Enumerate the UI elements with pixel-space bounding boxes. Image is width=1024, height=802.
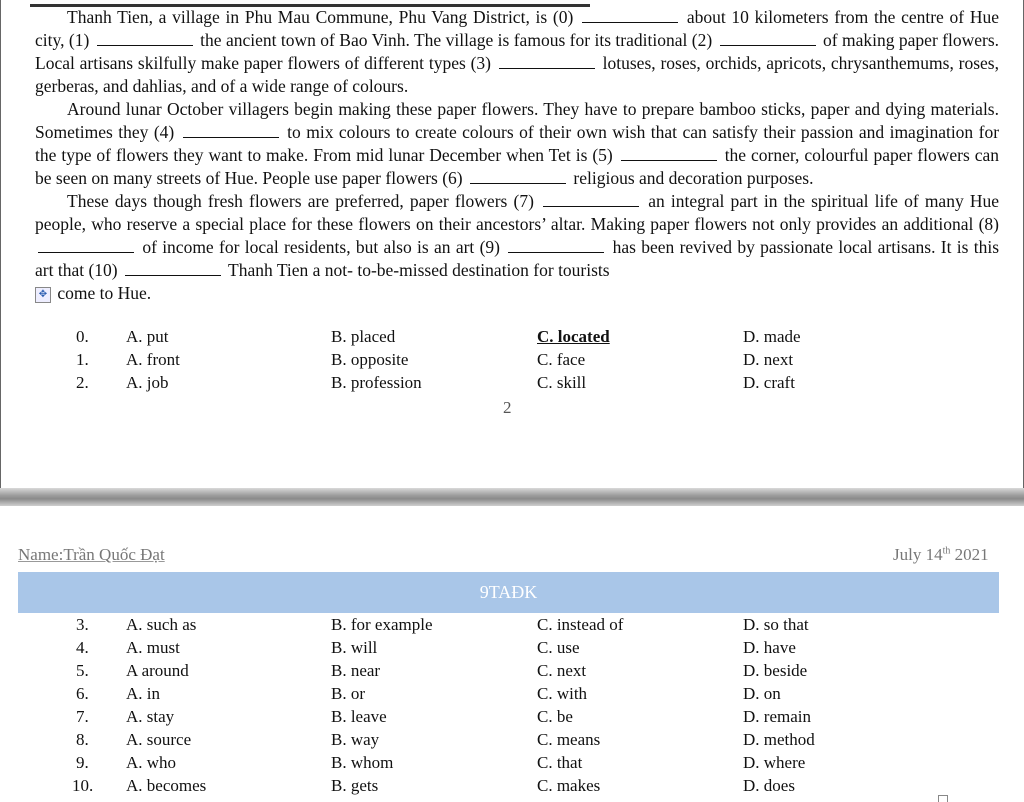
option-c: C. with — [537, 684, 588, 703]
option-d: D. next — [743, 350, 794, 369]
passage-text: Thanh Tien a not- to-be-missed destination for tourists — [228, 260, 610, 280]
blank-6[interactable] — [470, 170, 566, 184]
option-d: D. where — [743, 753, 806, 772]
passage-text: to mix colours to create colours of their own wish that can satisfy their passion and imagination for the type of flowers they want to make. From mid lunar December when Tet is (5) — [35, 122, 1000, 165]
blank-0[interactable] — [582, 9, 678, 23]
blank-2[interactable] — [720, 32, 816, 46]
option-c: C. next — [537, 661, 587, 680]
option-a: A. must — [126, 638, 180, 657]
page-edge — [0, 0, 1, 488]
passage-text: These days though fresh flowers are preferred, paper flowers (7) — [67, 191, 534, 211]
option-b: B. opposite — [331, 350, 409, 369]
page-corner-mark — [938, 795, 948, 802]
question-number: 3. — [76, 615, 89, 634]
question-number: 7. — [76, 707, 89, 726]
blank-1[interactable] — [97, 32, 193, 46]
date-text: July 14 — [893, 545, 943, 564]
option-row — [0, 615, 1024, 638]
blank-3[interactable] — [499, 55, 595, 69]
option-a: A. job — [126, 373, 169, 392]
option-d: D. made — [743, 327, 801, 346]
passage-text: come to Hue. — [57, 283, 152, 303]
option-d: D. on — [743, 684, 781, 703]
option-a: A. who — [126, 753, 177, 772]
option-a: A. in — [126, 684, 160, 703]
option-b: B. gets — [331, 776, 379, 795]
option-c: C. skill — [537, 373, 587, 392]
blank-7[interactable] — [543, 193, 639, 207]
question-number: 4. — [76, 638, 89, 657]
passage-paragraph-1 — [35, 6, 999, 98]
blank-8[interactable] — [38, 239, 134, 253]
option-b: B. for example — [331, 615, 433, 634]
option-c: C. makes — [537, 776, 601, 795]
question-number: 1. — [76, 350, 89, 369]
question-number: 0. — [76, 327, 89, 346]
question-number: 10. — [72, 776, 94, 795]
option-c-answer: C. located — [537, 327, 610, 346]
option-row — [0, 638, 1024, 661]
option-d: D. method — [743, 730, 815, 749]
option-a: A. becomes — [126, 776, 207, 795]
header-date — [893, 545, 989, 565]
passage-paragraph-3 — [35, 190, 999, 282]
option-d: D. remain — [743, 707, 811, 726]
passage-text: of making paper flowers. Local artisans skilfully make paper flowers of different types (3) — [35, 30, 1000, 73]
question-number: 6. — [76, 684, 89, 703]
option-a: A. put — [126, 327, 169, 346]
passage-text: lotuses, roses, orchids, apricots, chrysanthemums, roses, gerberas, and dahlias, and of a wide range of colours. — [35, 53, 999, 96]
question-number: 5. — [76, 661, 89, 680]
option-row — [0, 684, 1024, 707]
option-b: B. way — [331, 730, 380, 749]
blank-9[interactable] — [508, 239, 604, 253]
option-d: D. have — [743, 638, 796, 657]
option-b: B. near — [331, 661, 381, 680]
option-c: C. face — [537, 350, 586, 369]
option-a: A. stay — [126, 707, 175, 726]
option-b: B. profession — [331, 373, 422, 392]
passage-text: an integral part in the spiritual life of many Hue people, who reserve a special place for these flowers on their ancestors’ altar. Making paper flowers not only provides an additional (8) — [35, 191, 1000, 234]
page-separator — [0, 488, 1024, 506]
passage-text: of income for local residents, but also is an art (9) — [142, 237, 500, 257]
option-c: C. instead of — [537, 615, 624, 634]
option-a: A around — [126, 661, 189, 680]
passage-text: about 10 kilometers from the centre of Hue city, (1) — [35, 7, 1000, 50]
option-row — [0, 730, 1024, 753]
passage-text: religious and decoration purposes. — [573, 168, 814, 188]
question-number: 9. — [76, 753, 89, 772]
option-b: B. or — [331, 684, 365, 703]
option-a: A. such as — [126, 615, 197, 634]
option-row — [0, 661, 1024, 684]
student-name: Name:Trần Quốc Đạt — [18, 545, 165, 564]
option-a: A. front — [126, 350, 180, 369]
option-c: C. means — [537, 730, 601, 749]
options-list-bottom — [0, 615, 1024, 799]
question-number: 2. — [76, 373, 89, 392]
class-banner: 9TAĐK — [18, 572, 999, 613]
date-suffix: th — [942, 545, 951, 557]
option-row — [0, 707, 1024, 730]
passage-text: Around lunar October villagers begin making these paper flowers. They have to prepare bamboo sticks, paper and dying materials. Sometimes they (4) — [35, 99, 999, 142]
option-row — [0, 776, 1024, 799]
passage-text: the ancient town of Bao Vinh. The village is famous for its traditional (2) — [200, 30, 713, 50]
passage-last-line — [35, 282, 999, 305]
option-d: D. beside — [743, 661, 808, 680]
option-b: B. will — [331, 638, 378, 657]
option-b: B. placed — [331, 327, 396, 346]
reading-passage — [35, 6, 999, 305]
option-b: B. whom — [331, 753, 394, 772]
option-d: D. does — [743, 776, 795, 795]
option-d: D. so that — [743, 615, 809, 634]
blank-10[interactable] — [125, 262, 221, 276]
option-c: C. that — [537, 753, 583, 772]
page-number: 2 — [503, 398, 512, 417]
option-row — [0, 373, 1024, 396]
options-list-top — [0, 327, 1024, 396]
passage-paragraph-2 — [35, 98, 999, 190]
blank-4[interactable] — [183, 124, 279, 138]
date-year: 2021 — [950, 545, 989, 564]
move-anchor-icon[interactable]: ✥ — [35, 287, 51, 303]
option-row — [0, 327, 1024, 350]
option-d: D. craft — [743, 373, 795, 392]
passage-text: Thanh Tien, a village in Phu Mau Commune, Phu Vang District, is (0) — [67, 7, 574, 27]
blank-5[interactable] — [621, 147, 717, 161]
passage-text: the corner, colourful paper flowers can be seen on many streets of Hue. People use paper flowers (6) — [35, 145, 1000, 188]
option-c: C. be — [537, 707, 573, 726]
passage-text: has been revived by passionate local artisans. It is this art that (10) — [35, 237, 1000, 280]
option-row — [0, 753, 1024, 776]
question-number: 8. — [76, 730, 89, 749]
option-a: A. source — [126, 730, 192, 749]
option-row — [0, 350, 1024, 373]
option-b: B. leave — [331, 707, 387, 726]
option-c: C. use — [537, 638, 580, 657]
